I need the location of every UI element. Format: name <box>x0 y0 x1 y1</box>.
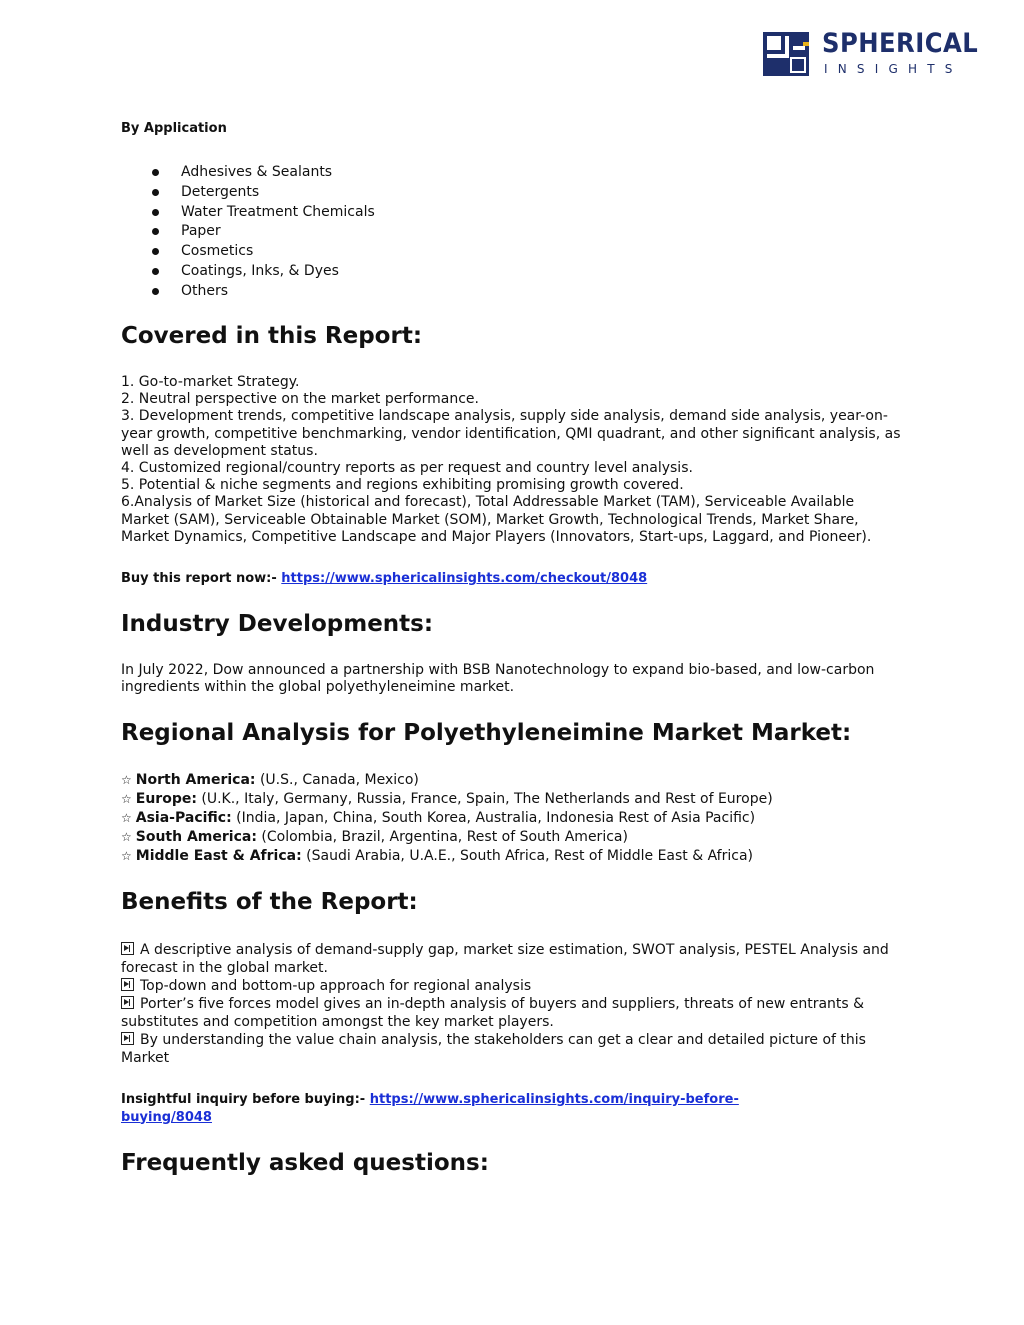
industry-heading: Industry Developments: <box>121 611 434 637</box>
covered-item: 3. Development trends, competitive landscape analysis, supply side analysis, demand side analysis, year-on-year growth, competitive benchmarking, vendor identification, QMI quadrant, and other significant analysis, as well as development status. <box>121 408 901 459</box>
region-name: Europe: <box>135 791 197 807</box>
play-next-icon <box>121 996 134 1009</box>
region-row <box>121 771 906 790</box>
regional-list <box>121 771 906 866</box>
list-item: Paper <box>121 222 375 242</box>
region-row <box>121 790 906 809</box>
logo-subtitle: INSIGHTS <box>824 62 963 76</box>
bullet-icon <box>152 268 159 275</box>
star-icon: ☆ <box>121 792 132 806</box>
region-name: Middle East & Africa: <box>135 848 302 864</box>
logo-mark-icon <box>763 32 809 76</box>
bullet-icon <box>152 209 159 216</box>
bullet-icon <box>152 189 159 196</box>
benefit-item: Porter’s five forces model gives an in-depth analysis of buyers and suppliers, threats of new entrants & substitutes and competition amongst the key market players. <box>121 996 865 1030</box>
faq-heading: Frequently asked questions: <box>121 1150 489 1176</box>
region-countries: (U.S., Canada, Mexico) <box>259 772 419 788</box>
list-item: Water Treatment Chemicals <box>121 203 375 223</box>
covered-heading: Covered in this Report: <box>121 323 423 349</box>
buy-line <box>121 571 647 586</box>
spherical-insights-logo <box>763 28 979 78</box>
list-item: Adhesives & Sealants <box>121 163 375 183</box>
benefit-item: A descriptive analysis of demand-supply gap, market size estimation, SWOT analysis, PESTEL Analysis and forecast in the global market. <box>121 942 889 976</box>
covered-list <box>121 374 906 546</box>
region-countries: (Colombia, Brazil, Argentina, Rest of South America) <box>261 829 628 845</box>
bullet-icon <box>152 228 159 235</box>
covered-item: 2. Neutral perspective on the market performance. <box>121 391 479 408</box>
buy-label: Buy this report now:- <box>121 571 277 586</box>
bullet-icon <box>152 169 159 176</box>
industry-text: In July 2022, Dow announced a partnership with BSB Nanotechnology to expand bio-based, and low-carbon ingredients within the global polyethyleneimine market. <box>121 662 875 696</box>
star-icon: ☆ <box>121 830 132 844</box>
benefit-item: By understanding the value chain analysis, the stakeholders can get a clear and detailed picture of this Market <box>121 1032 866 1066</box>
play-next-icon <box>121 942 134 955</box>
region-name: South America: <box>135 829 257 845</box>
inquiry-line <box>121 1091 821 1126</box>
star-icon: ☆ <box>121 849 132 863</box>
inquiry-label: Insightful inquiry before buying:- <box>121 1092 366 1107</box>
regional-heading: Regional Analysis for Polyethyleneimine Market Market: <box>121 720 852 746</box>
list-item: Others <box>121 282 375 302</box>
region-countries: (India, Japan, China, South Korea, Australia, Indonesia Rest of Asia Pacific) <box>236 810 756 826</box>
play-next-icon <box>121 978 134 991</box>
covered-item: 5. Potential & niche segments and regions exhibiting promising growth covered. <box>121 477 684 494</box>
inquiry-link[interactable]: https://www.sphericalinsights.com/inquiry-before-buying/8048 <box>121 1092 739 1125</box>
star-icon: ☆ <box>121 773 132 787</box>
application-list <box>121 163 375 302</box>
region-countries: (Saudi Arabia, U.A.E., South Africa, Rest of Middle East & Africa) <box>306 848 753 864</box>
benefit-item: Top-down and bottom-up approach for regional analysis <box>121 977 906 995</box>
star-icon: ☆ <box>121 811 132 825</box>
covered-item: 1. Go-to-market Strategy. <box>121 374 300 390</box>
region-row <box>121 828 906 847</box>
bullet-icon <box>152 248 159 255</box>
by-application-heading: By Application <box>121 121 227 136</box>
benefits-heading: Benefits of the Report: <box>121 889 418 915</box>
covered-item: 6.Analysis of Market Size (historical and forecast), Total Addressable Market (TAM), Serviceable Available Market (SAM), Serviceable Obtainable Market (SOM), Market Growth, Technological Trends, Market Share, Market Dynamics, Competitive Landscape and Major Players (Innovators, Start-ups, Laggard, and Pioneer). <box>121 494 872 545</box>
bullet-icon <box>152 288 159 295</box>
logo-wordmark: SPHERICAL <box>822 28 979 59</box>
region-name: Asia-Pacific: <box>135 810 232 826</box>
region-row <box>121 847 906 866</box>
checkout-link[interactable]: https://www.sphericalinsights.com/checkout/8048 <box>281 571 648 586</box>
benefits-list <box>121 941 906 1067</box>
list-item: Cosmetics <box>121 242 375 262</box>
list-item: Detergents <box>121 183 375 203</box>
region-name: North America: <box>135 772 256 788</box>
region-countries: (U.K., Italy, Germany, Russia, France, Spain, The Netherlands and Rest of Europe) <box>201 791 773 807</box>
play-next-icon <box>121 1032 134 1045</box>
list-item: Coatings, Inks, & Dyes <box>121 262 375 282</box>
covered-item: 4. Customized regional/country reports as per request and country level analysis. <box>121 460 693 477</box>
region-row <box>121 809 906 828</box>
